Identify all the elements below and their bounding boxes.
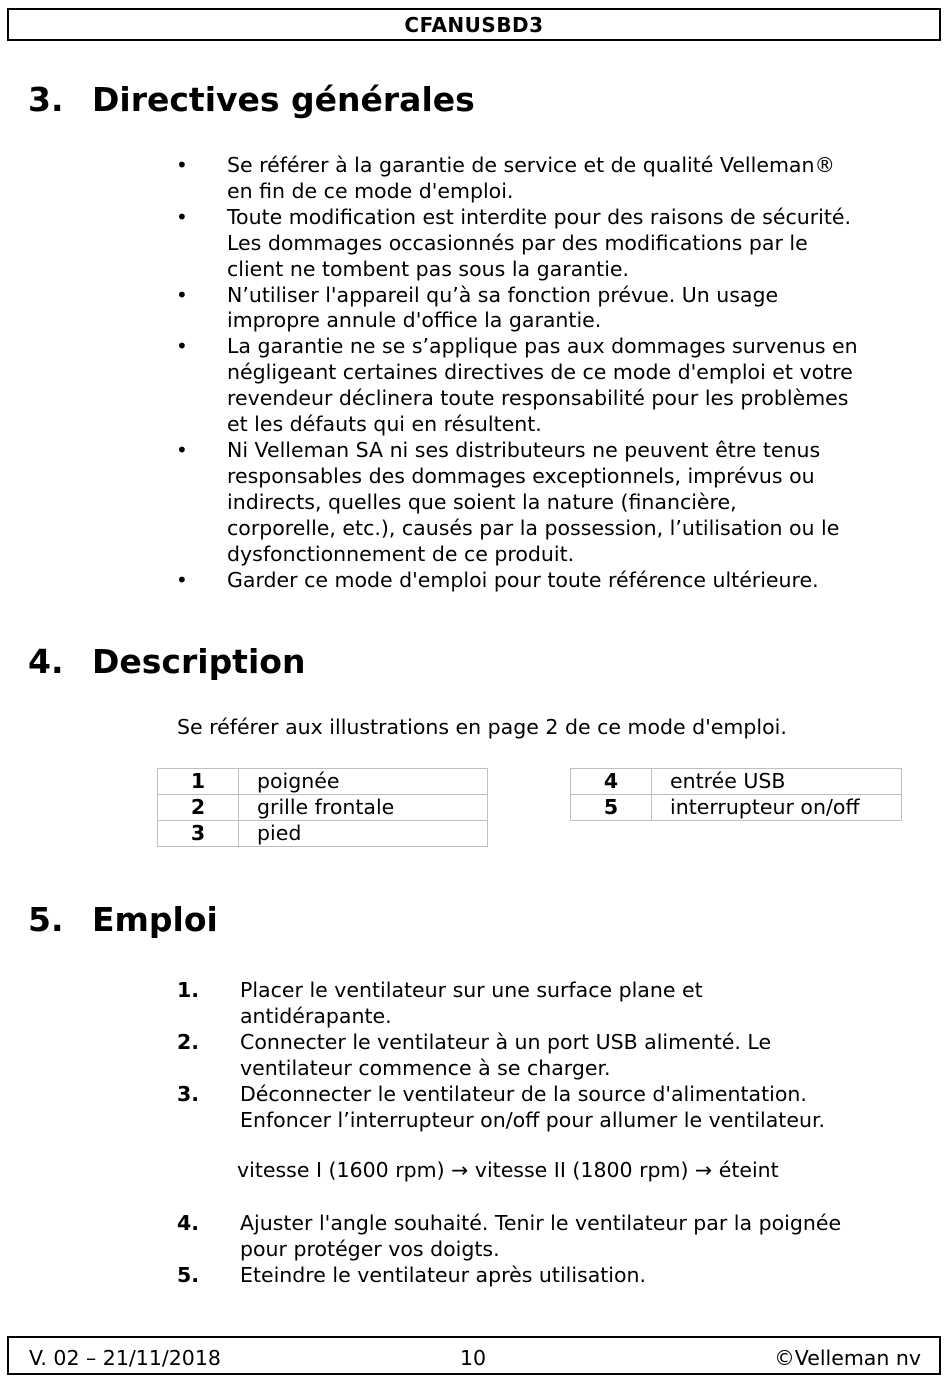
list-item [170, 205, 890, 283]
table-row [571, 769, 902, 795]
version-date: V. 02 – 21/11/2018 [29, 1346, 221, 1370]
part-number: 2 [158, 795, 239, 821]
part-number: 3 [158, 821, 239, 847]
parts-table-left [157, 768, 488, 847]
step-text: Ajuster l'angle souhaité. Tenir le ventilateur par la poignée pour protéger vos doigts. [240, 1211, 842, 1261]
list-item [177, 978, 897, 1030]
bullet-icon: • [176, 437, 188, 462]
usage-steps-list-continued [177, 1211, 897, 1289]
table-row [158, 821, 488, 847]
list-item-text: Garder ce mode d'emploi pour toute référence ultérieure. [227, 567, 819, 592]
list-item [177, 1030, 897, 1082]
part-label: poignée [239, 769, 488, 795]
list-item-text: La garantie ne se s’applique pas aux dommages survenus en négligeant certaines directives de ce mode d'emploi et votre revendeur déclinera toute responsabilité pour les problèmes et les défauts qui en résultent. [227, 334, 858, 437]
step-number: 1. [177, 978, 200, 1002]
list-item-text: Ni Velleman SA ni ses distributeurs ne peuvent être tenus responsables des dommages exceptionnels, imprévus ou indirects, quelles que soient la nature (financière, corporelle, etc.), causés par la possession, l’utilisation ou le dysfonctionnement de ce produit. [227, 437, 840, 566]
bullet-icon: • [176, 282, 188, 307]
part-label: entrée USB [652, 769, 902, 795]
step-text: Eteindre le ventilateur après utilisation. [240, 1262, 647, 1287]
section-title-directives [28, 80, 475, 119]
part-number: 1 [158, 769, 239, 795]
section-heading: Directives générales [92, 80, 475, 119]
bullet-icon: • [176, 204, 188, 229]
table-row [158, 769, 488, 795]
part-number: 5 [571, 795, 652, 821]
list-item [170, 283, 890, 335]
step-text: Déconnecter le ventilateur de la source d'alimentation. Enfoncer l’interrupteur on/off pour allumer le ventilateur. [240, 1081, 826, 1132]
document-header [7, 8, 941, 41]
table-row [571, 795, 902, 821]
list-item-text: Se référer à la garantie de service et de qualité Velleman® en fin de ce mode d'emploi. [227, 153, 835, 203]
section-heading: Emploi [92, 900, 218, 939]
list-item [170, 153, 890, 205]
usage-steps-list [177, 978, 897, 1133]
bullet-icon: • [176, 567, 188, 592]
product-code: CFANUSBD3 [404, 12, 544, 37]
document-footer [7, 1336, 941, 1375]
step-number: 4. [177, 1211, 200, 1235]
step-number: 3. [177, 1081, 200, 1106]
list-item [170, 568, 890, 594]
part-number: 4 [571, 769, 652, 795]
copyright: ©Velleman nv [774, 1346, 921, 1370]
directives-list [170, 153, 890, 593]
list-item-text: Toute modification est interdite pour des raisons de sécurité. Les dommages occasionnés par des modifications par le client ne tombent pas sous la garantie. [227, 204, 852, 281]
part-label: interrupteur on/off [652, 795, 902, 821]
list-item [177, 1082, 897, 1134]
section-number: 3. [28, 80, 64, 119]
section-title-description [28, 642, 305, 681]
step-text: Connecter le ventilateur à un port USB alimenté. Le ventilateur commence à se charger. [240, 1029, 772, 1080]
list-item [170, 438, 890, 568]
step-number: 5. [177, 1262, 200, 1287]
list-item-text: N’utiliser l'appareil qu’à sa fonction prévue. Un usage impropre annule d'office la garantie. [227, 282, 779, 333]
list-item [170, 334, 890, 438]
part-label: pied [239, 821, 488, 847]
bullet-icon: • [176, 334, 188, 359]
section-heading: Description [92, 642, 306, 681]
section-title-usage [28, 900, 218, 939]
bullet-icon: • [176, 153, 188, 177]
step-number: 2. [177, 1029, 200, 1054]
parts-table-right [570, 768, 902, 821]
page-number: 10 [460, 1346, 487, 1370]
speed-sequence: vitesse I (1600 rpm) → vitesse II (1800 rpm) → éteint [237, 1158, 779, 1182]
description-intro: Se référer aux illustrations en page 2 de ce mode d'emploi. [177, 715, 787, 739]
list-item [177, 1263, 897, 1289]
list-item [177, 1211, 897, 1263]
part-label: grille frontale [239, 795, 488, 821]
table-row [158, 795, 488, 821]
step-text: Placer le ventilateur sur une surface plane et antidérapante. [240, 978, 703, 1028]
section-number: 4. [28, 642, 64, 681]
section-number: 5. [28, 900, 64, 939]
